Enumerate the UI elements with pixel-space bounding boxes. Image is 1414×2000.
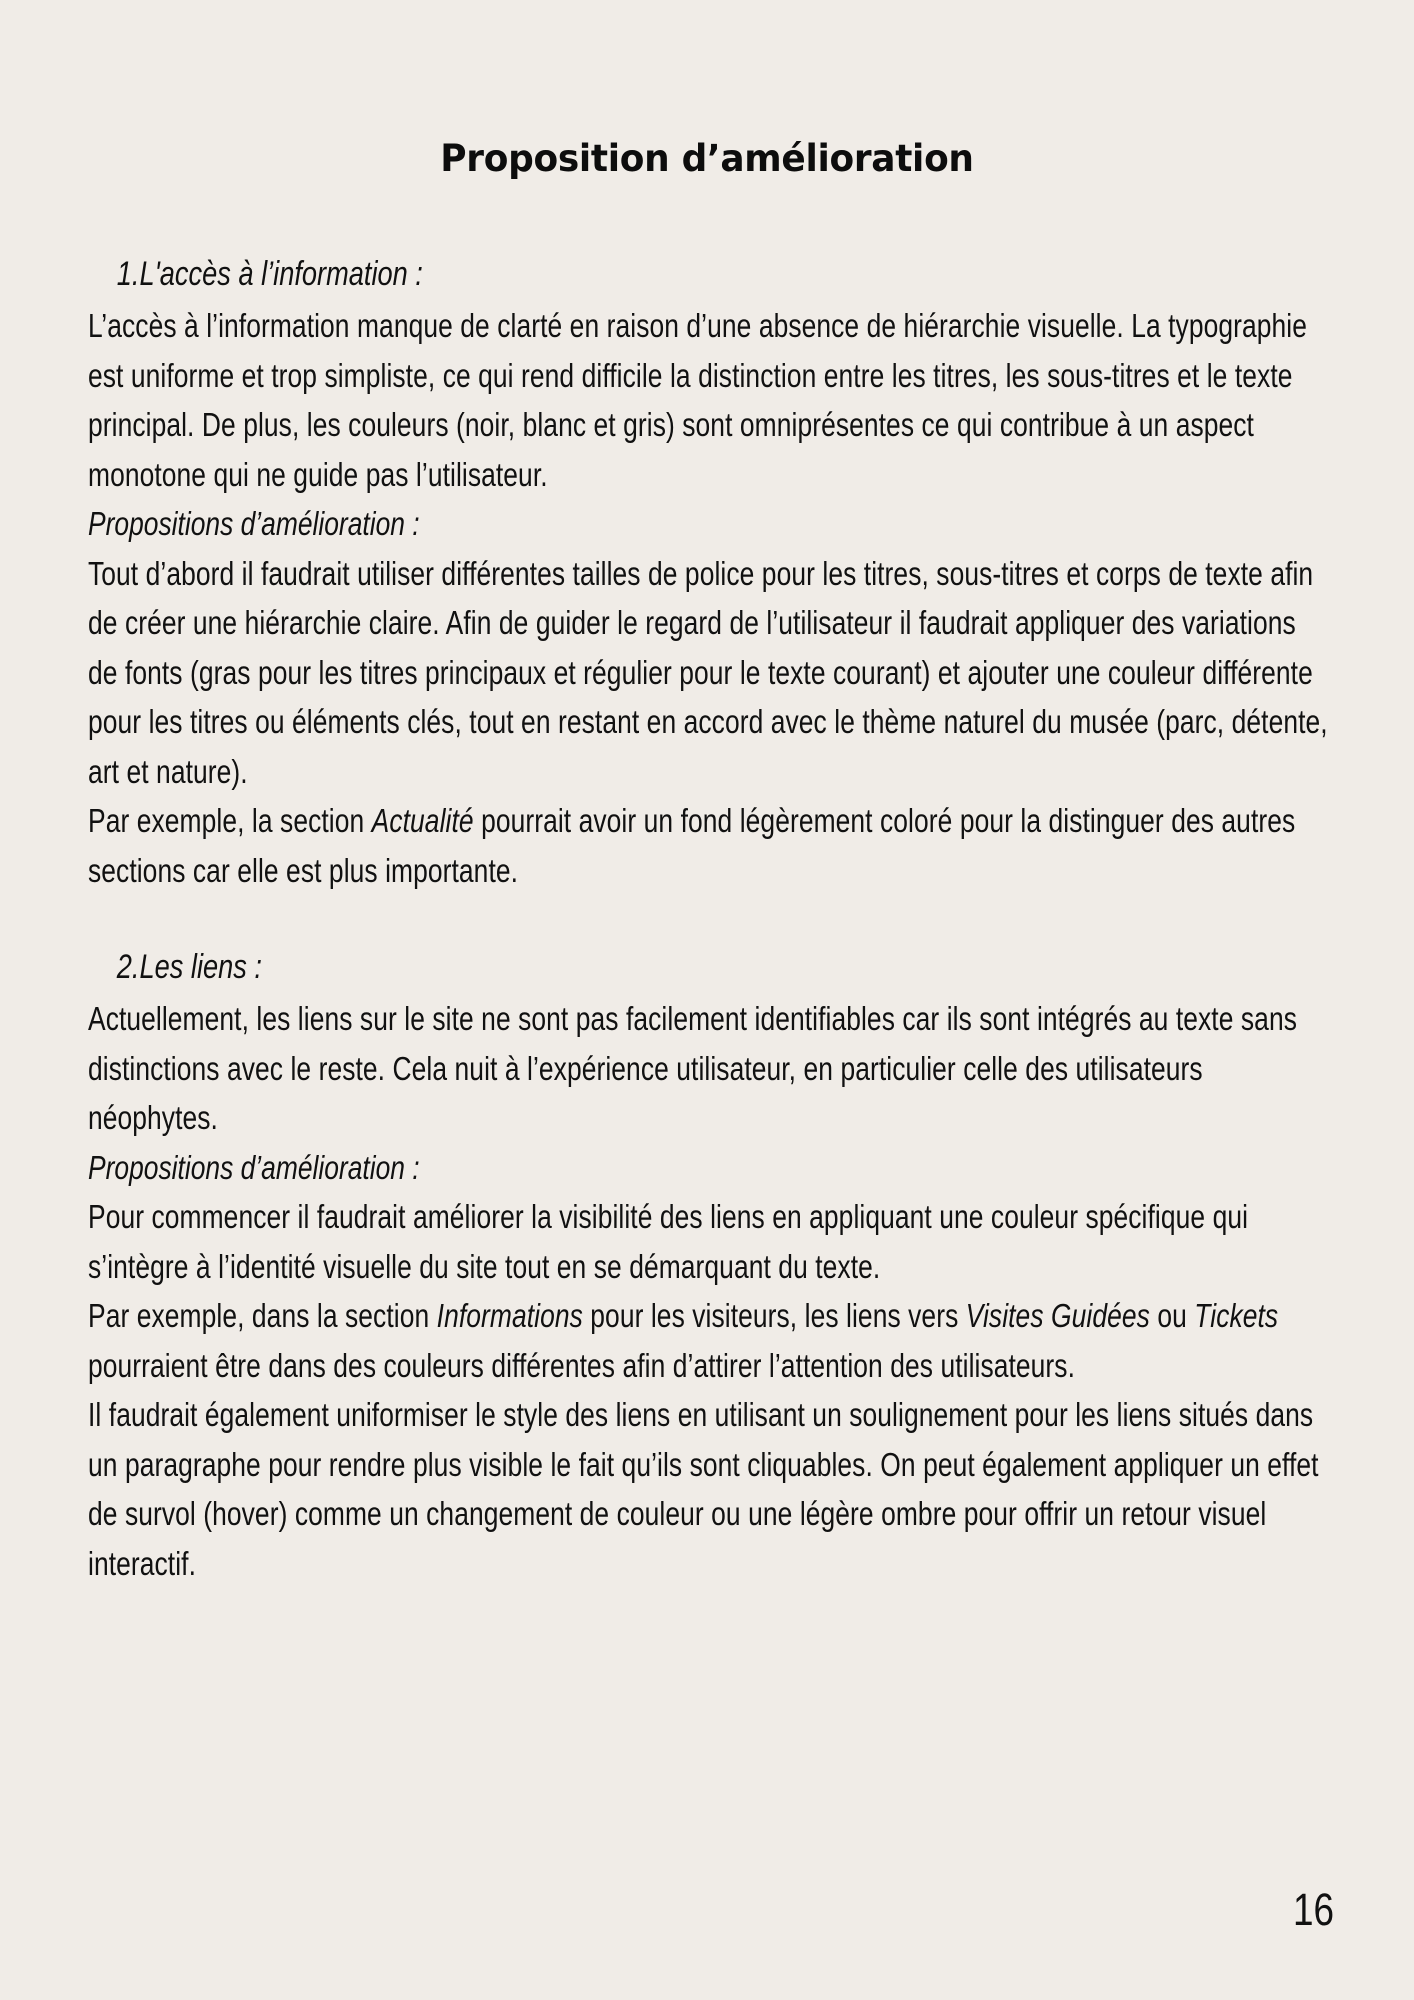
section-2-solution-paragraph-3: Il faudrait également uniformiser le style des liens en utilisant un soulignement pour les liens situés dans un paragraphe pour rendre plus visible le fait qu’ils sont cliquables. On peut également appliquer un effet de survol (hover) comme un changement de couleur ou une légère ombre pour offrir un retour visuel interactif. (88, 1396, 1319, 1582)
emphasis-informations: Informations (436, 1297, 583, 1334)
document-body (88, 250, 1328, 1588)
text-run: pourraient être dans des couleurs différentes afin d’attirer l’attention des utilisateurs. (88, 1346, 1076, 1384)
section-spacer (88, 895, 1328, 943)
section-2-solution-paragraph-2 (88, 1291, 1328, 1390)
section-1-solution-paragraph-2 (88, 796, 1328, 895)
text-run: Par exemple, dans la section (88, 1297, 437, 1334)
text-run: pourrait avoir un fond légèrement coloré pour la distinguer des autres sections car elle est plus importante. (88, 802, 1296, 889)
section-1-problem-paragraph: L’accès à l’information manque de clarté en raison d’une absence de hiérarchie visuelle. La typographie est uniforme et trop simpliste, ce qui rend difficile la distinction entre les titres, les sous-titres et le texte principal. De plus, les couleurs (noir, blanc et gris) sont omniprésentes ce qui contribue à un aspect monotone qui ne guide pas l’utilisateur. (88, 307, 1307, 493)
section-2-heading: 2.Les liens : (116, 948, 262, 986)
section-les-liens (88, 943, 1328, 1588)
text-run: Par exemple, la section (88, 802, 372, 839)
section-2-solution-paragraph-1: Pour commencer il faudrait améliorer la visibilité des liens en appliquant une couleur spécifique qui s’intègre à l’identité visuelle du site tout en se démarquant du texte. (88, 1198, 1249, 1285)
emphasis-actualite: Actualité (371, 802, 474, 839)
text-run: ou (1149, 1297, 1195, 1334)
section-2-problem-paragraph: Actuellement, les liens sur le site ne sont pas facilement identifiables car ils sont intégrés au texte sans distinctions avec le reste. Cela nuit à l’expérience utilisateur, en particulier celle des utilisateurs néophytes. (88, 1000, 1297, 1136)
section-1-heading: 1.L'accès à l’information : (116, 255, 423, 293)
section-1-solution-paragraph-1: Tout d’abord il faudrait utiliser différentes tailles de police pour les titres, sous-titres et corps de texte afin de créer une hiérarchie claire. Afin de guider le regard de l’utilisateur il faudrait appliquer des variations de fonts (gras pour les titres principaux et régulier pour le texte courant) et ajouter une couleur différente pour les titres ou éléments clés, tout en restant en accord avec le thème naturel du musée (parc, détente, art et nature). (88, 554, 1328, 790)
section-1-sub-heading: Propositions d’amélioration : (88, 505, 420, 542)
section-acces-information (88, 250, 1328, 895)
page-title: Proposition d’amélioration (440, 136, 974, 180)
emphasis-tickets: Tickets (1194, 1297, 1279, 1334)
page-number: 16 (1292, 1884, 1334, 1935)
text-run: pour les visiteurs, les liens vers (582, 1297, 966, 1334)
section-2-sub-heading: Propositions d’amélioration : (88, 1148, 420, 1186)
emphasis-visites-guidees: Visites Guidées (965, 1297, 1150, 1334)
